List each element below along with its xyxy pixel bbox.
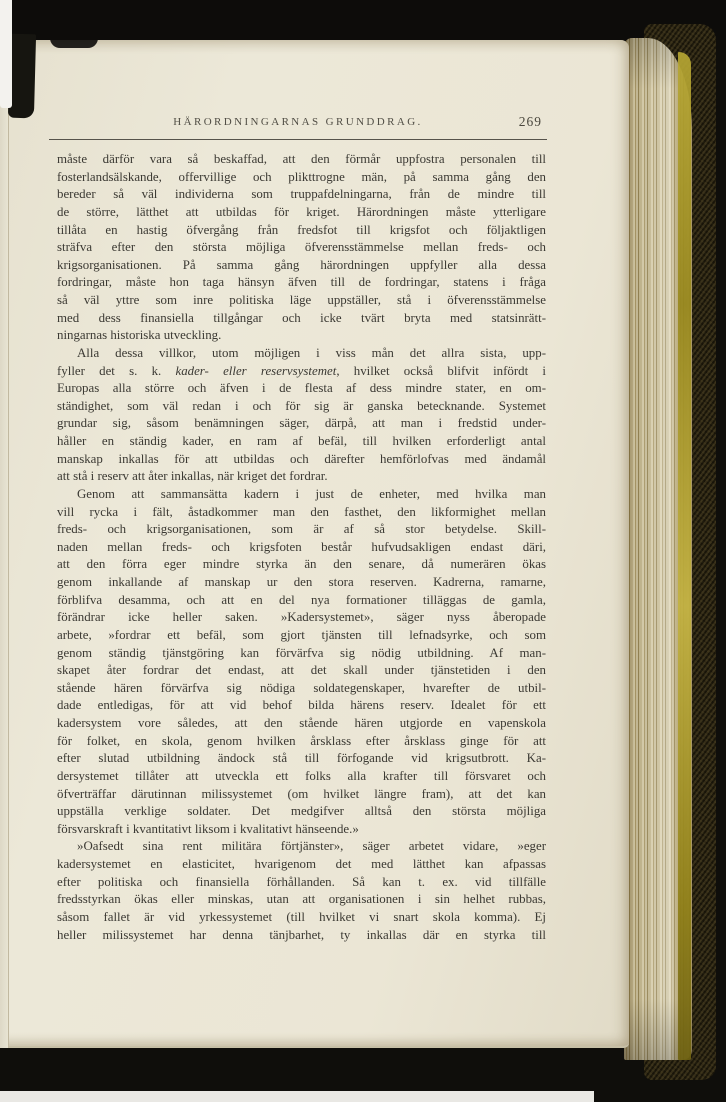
- running-header: [49, 114, 547, 132]
- page-number: 269: [518, 114, 542, 129]
- text-line: »Oafsedt sina rent militära förtjänster», säger arbetet vidare, »eger: [77, 839, 546, 854]
- text-line: arbete, »fordrar ett befäl, som gjort tjänsten till lefnadsyrke, och som: [57, 627, 546, 642]
- text-line: för folket, en skola, genom hvilken årsklass efter årsklass ginge för att: [57, 733, 546, 748]
- text-line: efter slutad utbildning ändock stå till förfogande vid krigsutbrott. Ka-: [57, 751, 546, 766]
- text-line: genom inkallande af manskap ur den stora reserven. Kadrerna, ramarne,: [57, 575, 546, 589]
- top-shadow-band: [0, 0, 726, 40]
- text-line: såsom fallet är vid yrkessystemet (till hvilket vi snart skola komma). Ej: [57, 909, 546, 924]
- text-line: skapet åter fordrar det endast, att det skall under tjänstetiden i den: [57, 663, 546, 678]
- text-line: att den förra eger mindre styrka än den senare, då numerären ökas: [57, 557, 546, 572]
- text-line: fosterlandsälskande, offervillige och plikttrogne män, på samma gång den: [57, 169, 546, 184]
- text-line: efter politiska och finansiella förhållanden. Så kan t. ex. vid tillfälle: [57, 874, 546, 889]
- top-band-notch: [50, 38, 98, 48]
- text-line: krigsorganisationen. På samma gång härordningen uppfyller alla dessa: [57, 257, 546, 272]
- text-line: fyller det s. k. kader- eller reservsystemet, hvilket också blifvit infördt i: [57, 363, 546, 378]
- left-page-edge: [0, 40, 9, 1048]
- text-line: kadersystem vore således, att den stående hären utgjorde en vapenskola: [57, 716, 546, 730]
- text-line: förblifva desamma, och att en del nya formationer tilläggas de gamla,: [57, 592, 546, 607]
- header-rule: [49, 139, 547, 140]
- bottom-light-strip: [0, 1091, 594, 1102]
- body-text: [57, 151, 546, 944]
- gilt-edge: [678, 52, 691, 1060]
- text-line: dersystemet tillåter att utveckla ett folks alla krafter till försvaret och: [57, 768, 546, 783]
- text-line: grundar sig, såsom benämningen säger, därpå, att man i fredstid under-: [57, 416, 546, 431]
- text-line: manskap inkallas för att utbildas och därefter hemförlofvas med ändamål: [57, 451, 546, 466]
- text-line: försvarskraft i kvantitativt liksom i kvalitativt hänseende.»: [57, 821, 359, 836]
- text-line: Alla dessa villkor, utom möjligen i viss mån det allra sista, upp-: [77, 345, 546, 360]
- text-line: uppställa verklige soldater. Det medgifver alltså den största möjliga: [57, 804, 546, 819]
- header-title: HÄRORDNINGARNAS GRUNDDRAG.: [173, 116, 423, 128]
- paragraph: [57, 345, 546, 486]
- text-line: sträfva efter den största möjliga öfverensstämmelse mellan freds- och: [57, 240, 546, 255]
- text-line: ningarnas historiska utveckling.: [57, 328, 222, 343]
- text-line: Genom att sammansätta kadern i just de enheter, med hvilka man: [77, 486, 546, 501]
- text-line: kadersystemet en elasticitet, hvarigenom det med lätthet kan afpassas: [57, 857, 546, 871]
- text-line: fordringar, måste hon taga hänsyn äfven till de fordringar, statens i fråga: [57, 275, 546, 290]
- text-line: öfverträffar därutinnan milissystemet (om hvilket längre fram), att det kan: [57, 786, 546, 801]
- text-line: de större, lätthet att utbildas för kriget. Härordningen måste ytterligare: [57, 204, 546, 219]
- text-line: naden mellan freds- och krigsfoten består hufvudsakligen endast däri,: [57, 539, 546, 554]
- paragraph: [57, 151, 546, 345]
- text-line: vill rycka i fält, åstadkommer man den fasthet, den likformighet mellan: [57, 504, 546, 519]
- text-line: heller milissystemet har denna tänjbarhet, ty inkallas där en styrka till: [57, 927, 546, 942]
- text-line: genom ständig tjänstgöring kan förvärfva sig nödig utbildning. Af man-: [57, 645, 546, 660]
- text-line: fredsstyrkan ökas eller minskas, utan att organisationen i sin helhet rubbas,: [57, 892, 546, 907]
- text-line: håller en ständig kader, en ram af befäl, till hvilken erforderligt antal: [57, 434, 546, 448]
- text-line: dade entledigas, för att vid behof bilda härens reserv. Idealet för ett: [57, 698, 546, 713]
- text-line: stående hären förvärfva sig nödiga soldategenskaper, hvarefter de utbil-: [57, 680, 546, 695]
- text-line: ständighet, som väl redan i och för sig är ganska betecknande. Systemet: [57, 398, 546, 413]
- text-line: tillåta en hastig öfvergång från fredsfot till krigsfot och följaktligen: [57, 222, 546, 237]
- corner-shadow-strip: [8, 34, 36, 119]
- text-line: förändrar icke heller saken. »Kadersystemet», säger nyss åberopade: [57, 610, 546, 625]
- text-line: Europas alla större och äfven i de flesta af dess mindre stater, en om-: [57, 381, 546, 396]
- text-line: så väl yttre som inre politiska läge uppställer, stå i öfverensstämmelse: [57, 293, 546, 307]
- text-line: med dess finansiella tillgångar och icke tvärt bryta med statsinrätt-: [57, 310, 546, 325]
- paragraph: [57, 486, 546, 839]
- paragraph: [57, 838, 546, 944]
- text-line: måste därför vara så beskaffad, att den förmår uppfostra personalen till: [57, 152, 546, 166]
- text-line: freds- och krigsorganisationen, som är af så stor betydelse. Skill-: [57, 522, 546, 537]
- white-corner-sliver: [0, 0, 12, 108]
- text-line: att stå i reserv att åter inkallas, när kriget det fordrar.: [57, 469, 328, 484]
- text-line: bereder så väl individerna som truppafdelningarna, från de mindre till: [57, 187, 546, 202]
